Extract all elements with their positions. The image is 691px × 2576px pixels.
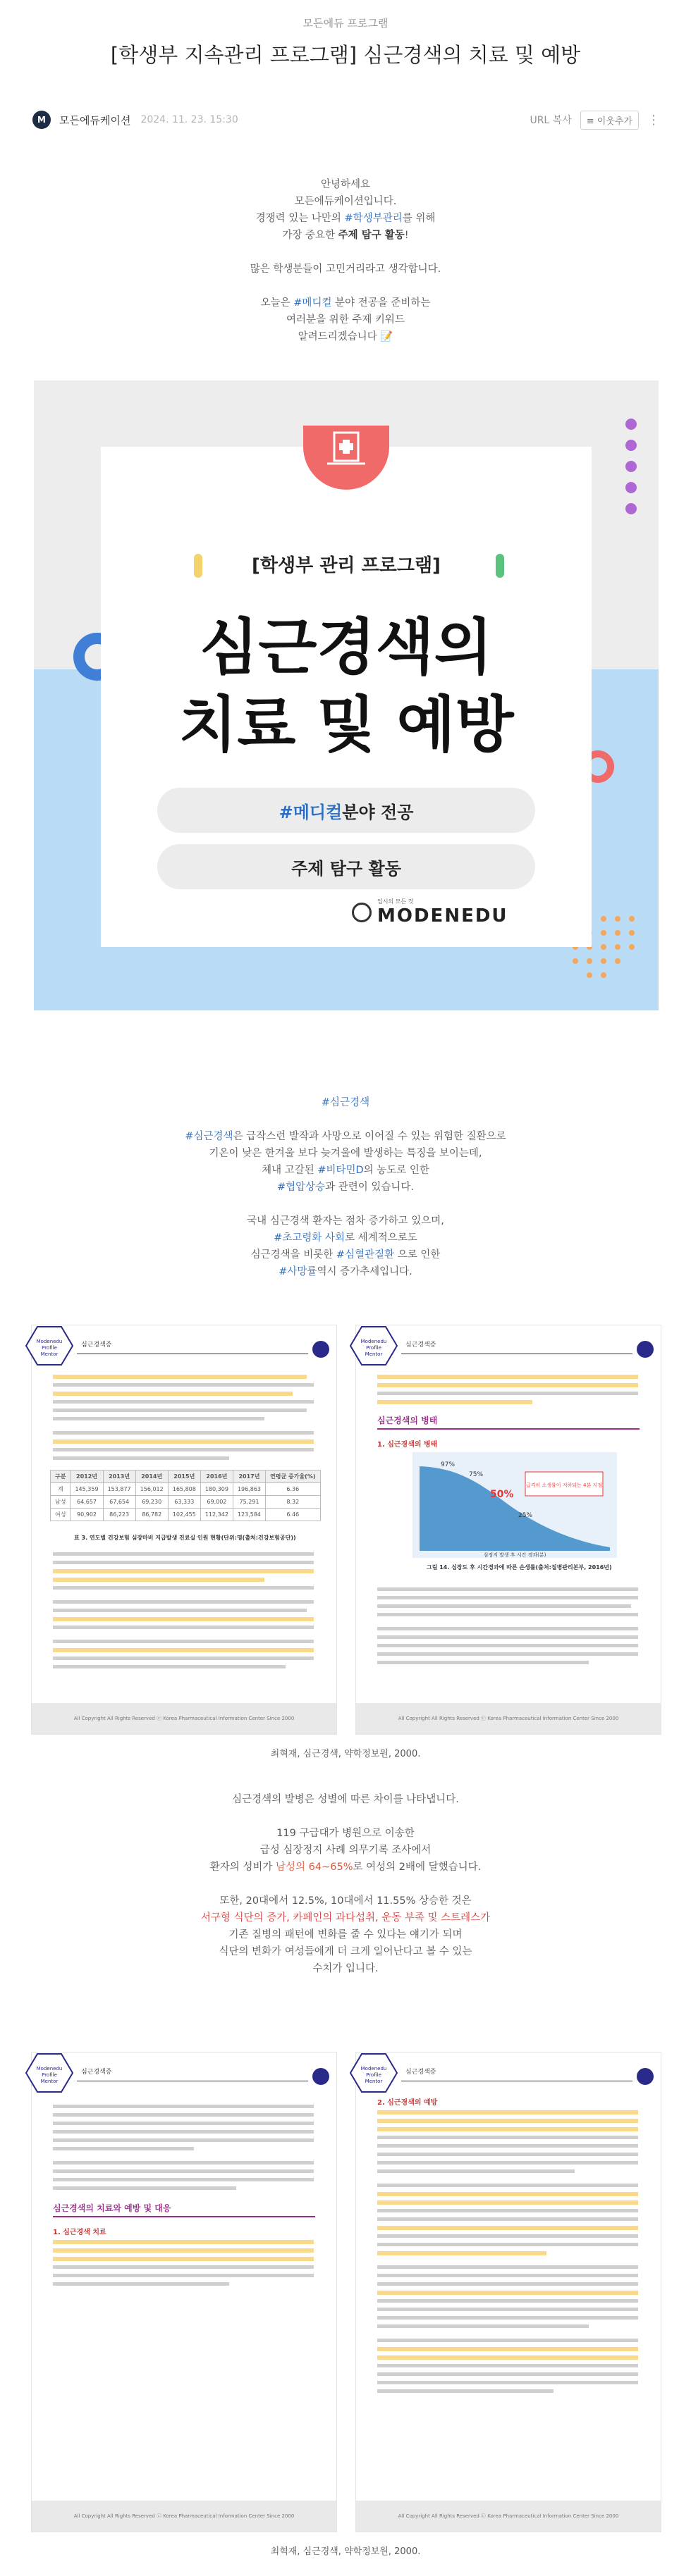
table-row: 계 145,359 153,877 156,012 165,808 180,309 196,863 6.36 — [51, 1483, 321, 1496]
survival-figure — [412, 1452, 617, 1558]
doc-page-title: 심근경색증 — [81, 1342, 112, 1349]
mentor-hexagon-icon — [349, 1325, 398, 1366]
svg-text:Mentor: Mentor — [365, 1351, 383, 1357]
page-dot-icon — [637, 2068, 654, 2085]
table-row: 여성 90,902 86,223 86,782 102,455 112,342 123,584 6.46 — [51, 1509, 321, 1521]
svg-text:Profile: Profile — [42, 1345, 57, 1351]
author-avatar[interactable]: M — [32, 111, 51, 129]
doc-subheading: 2. 심근경색의 예방 — [377, 2099, 438, 2107]
intro-line: 많은 학생분들이 고민거리라고 생각합니다. — [250, 264, 441, 275]
intro-text — [0, 176, 691, 345]
svg-text:Profile: Profile — [42, 2072, 57, 2078]
svg-text:Profile: Profile — [366, 2072, 381, 2078]
doc-heading: 심근경색의 치료와 예방 및 대응 — [53, 2203, 171, 2213]
mentor-hexagon-icon — [25, 1325, 74, 1366]
category-label[interactable]: 모든에듀 프로그램 — [302, 17, 389, 30]
doc-footer: All Copyright All Rights Reserved ⓒ Korea Pharmaceutical Information Center Since 2000 — [32, 2501, 336, 2532]
data-table: 구분 2012년 2013년 2014년 2015년 2016년 2017년 연평균 증가율(%) 계 145,359 153,877 156,012 165,808 180,309 196,863 6.36 남성 64,657 67,654 69,230 63,333 69,002 75,291 8.32 여성 90,902 86,223 86,782 102,455 112,342 123,584 6.46 — [50, 1470, 321, 1521]
document-page-4[interactable] — [355, 2052, 661, 2532]
post-meta — [32, 106, 660, 134]
banner-image[interactable] — [34, 380, 659, 1010]
document-page-1[interactable] — [31, 1325, 337, 1735]
banner-pill-topic: 주제 탐구 활동 — [157, 844, 535, 889]
document-page-2[interactable] — [355, 1325, 661, 1735]
svg-text:50%: 50% — [490, 1489, 514, 1500]
svg-text:급격히 소생률이 저하되는 4분 지점: 급격히 소생률이 저하되는 4분 지점 — [525, 1482, 603, 1488]
intro-line: 경쟁력 있는 나만의 #학생부관리를 위해 — [255, 213, 436, 224]
section2-text: 심근경색의 발병은 성별에 따른 차이를 나타냅니다. 119 구급대가 병원으로 이송한 급성 심장정지 사례 의무기록 조사에서 환자의 성비가 남성의 64~65%로 여성의 2배에 달했습니다. 또한, 20대에서 12.5%, 10대에서 11.55% 상승한 것은 서구형 식단의 증가, 카페인의 과다섭취, 운동 부족 및 스트레스가 기존 질병의 패턴에 변화를 줄 수 있다는 얘기가 되며 식단의 변화가 여성들에게 더 크게 일어난다고 볼 수 있는 수치가 입니다. — [200, 1794, 491, 1974]
dots-decoration-icon — [620, 416, 642, 543]
hashtag-link[interactable]: #메디컬 — [293, 297, 332, 309]
svg-text:75%: 75% — [469, 1471, 484, 1478]
url-copy-button[interactable]: URL 복사 — [530, 115, 572, 126]
svg-text:25%: 25% — [518, 1512, 533, 1519]
doc-subheading: 1. 심근경색 치료 — [53, 2229, 106, 2236]
figure-caption: 그림 14. 심장도 후 시간경과에 따른 손생률(출처:질병관리본부, 2016년) — [427, 1564, 612, 1571]
doc-page-title: 심근경색증 — [81, 2069, 112, 2076]
hashtag-link[interactable]: #심근경색 — [321, 1097, 370, 1108]
svg-text:Profile: Profile — [366, 1345, 381, 1351]
image-caption: 최혁재, 심근경색, 약학정보원, 2000. — [270, 1749, 421, 1759]
add-neighbor-button[interactable]: ≡ 이웃추가 — [580, 111, 639, 130]
intro-line: 안녕하세요 — [320, 179, 371, 190]
post-title: [학생부 지속관리 프로그램] 심근경색의 치료 및 예방 — [110, 43, 581, 67]
post-date: 2024. 11. 23. 15:30 — [140, 114, 238, 125]
doc-subheading: 1. 심근경색의 병태 — [377, 1441, 438, 1449]
hashtag-link[interactable]: #학생부관리 — [344, 213, 403, 224]
author-name[interactable]: 모든에듀케이션 — [59, 113, 131, 127]
doc-footer: All Copyright All Rights Reserved ⓒ Korea Pharmaceutical Information Center Since 2000 — [356, 1703, 661, 1734]
doc-page-title: 심근경색증 — [405, 1342, 436, 1349]
brand-logo: 입시의 모든 것 MODENEDU — [352, 898, 508, 927]
page-dot-icon — [312, 1341, 329, 1358]
doc-footer: All Copyright All Rights Reserved ⓒ Korea Pharmaceutical Information Center Since 2000 — [356, 2501, 661, 2532]
svg-text:Modenedu: Modenedu — [36, 2066, 63, 2072]
banner-title: 심근경색의 치료 및 예방 — [178, 612, 514, 760]
more-icon[interactable]: ⋮ — [647, 112, 660, 128]
brand-mark-icon — [352, 903, 372, 922]
hospital-icon — [303, 426, 389, 490]
intro-line: 여러분을 위한 주제 키워드 — [286, 314, 405, 326]
doc-footer: All Copyright All Rights Reserved ⓒ Korea Pharmaceutical Information Center Since 2000 — [32, 1703, 336, 1734]
doc-heading: 심근경색의 병태 — [377, 1416, 438, 1425]
intro-line: 알려드리겠습니다 📝 — [298, 331, 393, 342]
doc-page-title: 심근경색증 — [405, 2069, 436, 2076]
page-dot-icon — [637, 1341, 654, 1358]
mentor-hexagon-icon — [349, 2052, 398, 2093]
mentor-hexagon-icon — [25, 2052, 74, 2093]
intro-line: 가장 중요한 주제 탐구 활동! — [282, 230, 409, 241]
intro-line: 오늘은 #메디컬 분야 전공을 준비하는 — [260, 297, 431, 309]
table-row: 남성 64,657 67,654 69,230 63,333 69,002 75,291 8.32 — [51, 1496, 321, 1509]
svg-text:Mentor: Mentor — [40, 1351, 59, 1357]
svg-text:Mentor: Mentor — [40, 2079, 59, 2084]
image-caption: 최혁재, 심근경색, 약학정보원, 2000. — [270, 2546, 421, 2557]
svg-text:Modenedu: Modenedu — [36, 1339, 63, 1344]
page-dot-icon — [312, 2068, 329, 2085]
svg-text:97%: 97% — [441, 1461, 455, 1468]
section1-text: #심근경색 #심근경색은 급작스런 발작과 사망으로 이어질 수 있는 위험한 질환으로 기온이 낮은 한겨울 보다 늦겨울에 발생하는 특징을 보이는데, 체내 고갈된 #비타민D의 농도로 인한 #협압상승과 관련이 있습니다. 국내 심근경색 환자는 점차 증가하고 있으며, #초고령화 사회로 세계적으로도 심근경색을 비롯한 #심혈관질환 으로 인한 #사망률역시 증가추세입니다. — [0, 1094, 691, 1280]
banner-pill-major: #메디컬 분야 전공 — [157, 788, 535, 833]
svg-text:Modenedu: Modenedu — [360, 2066, 387, 2072]
banner-subtitle: [학생부 관리 프로그램] — [252, 555, 441, 576]
document-page-3[interactable] — [31, 2052, 337, 2532]
svg-text:Modenedu: Modenedu — [360, 1339, 387, 1344]
svg-text:심정지 발생 후 시간 경과(분): 심정지 발생 후 시간 경과(분) — [483, 1552, 546, 1558]
banner-card — [101, 447, 592, 947]
table-caption: 표 3. 연도별 건강보험 심장마비 지급발생 진료실 인원 현황(단위:명(출처:건강보험공단)) — [74, 1535, 296, 1541]
intro-line: 모든에듀케이션입니다. — [294, 196, 397, 207]
svg-text:Mentor: Mentor — [365, 2079, 383, 2084]
